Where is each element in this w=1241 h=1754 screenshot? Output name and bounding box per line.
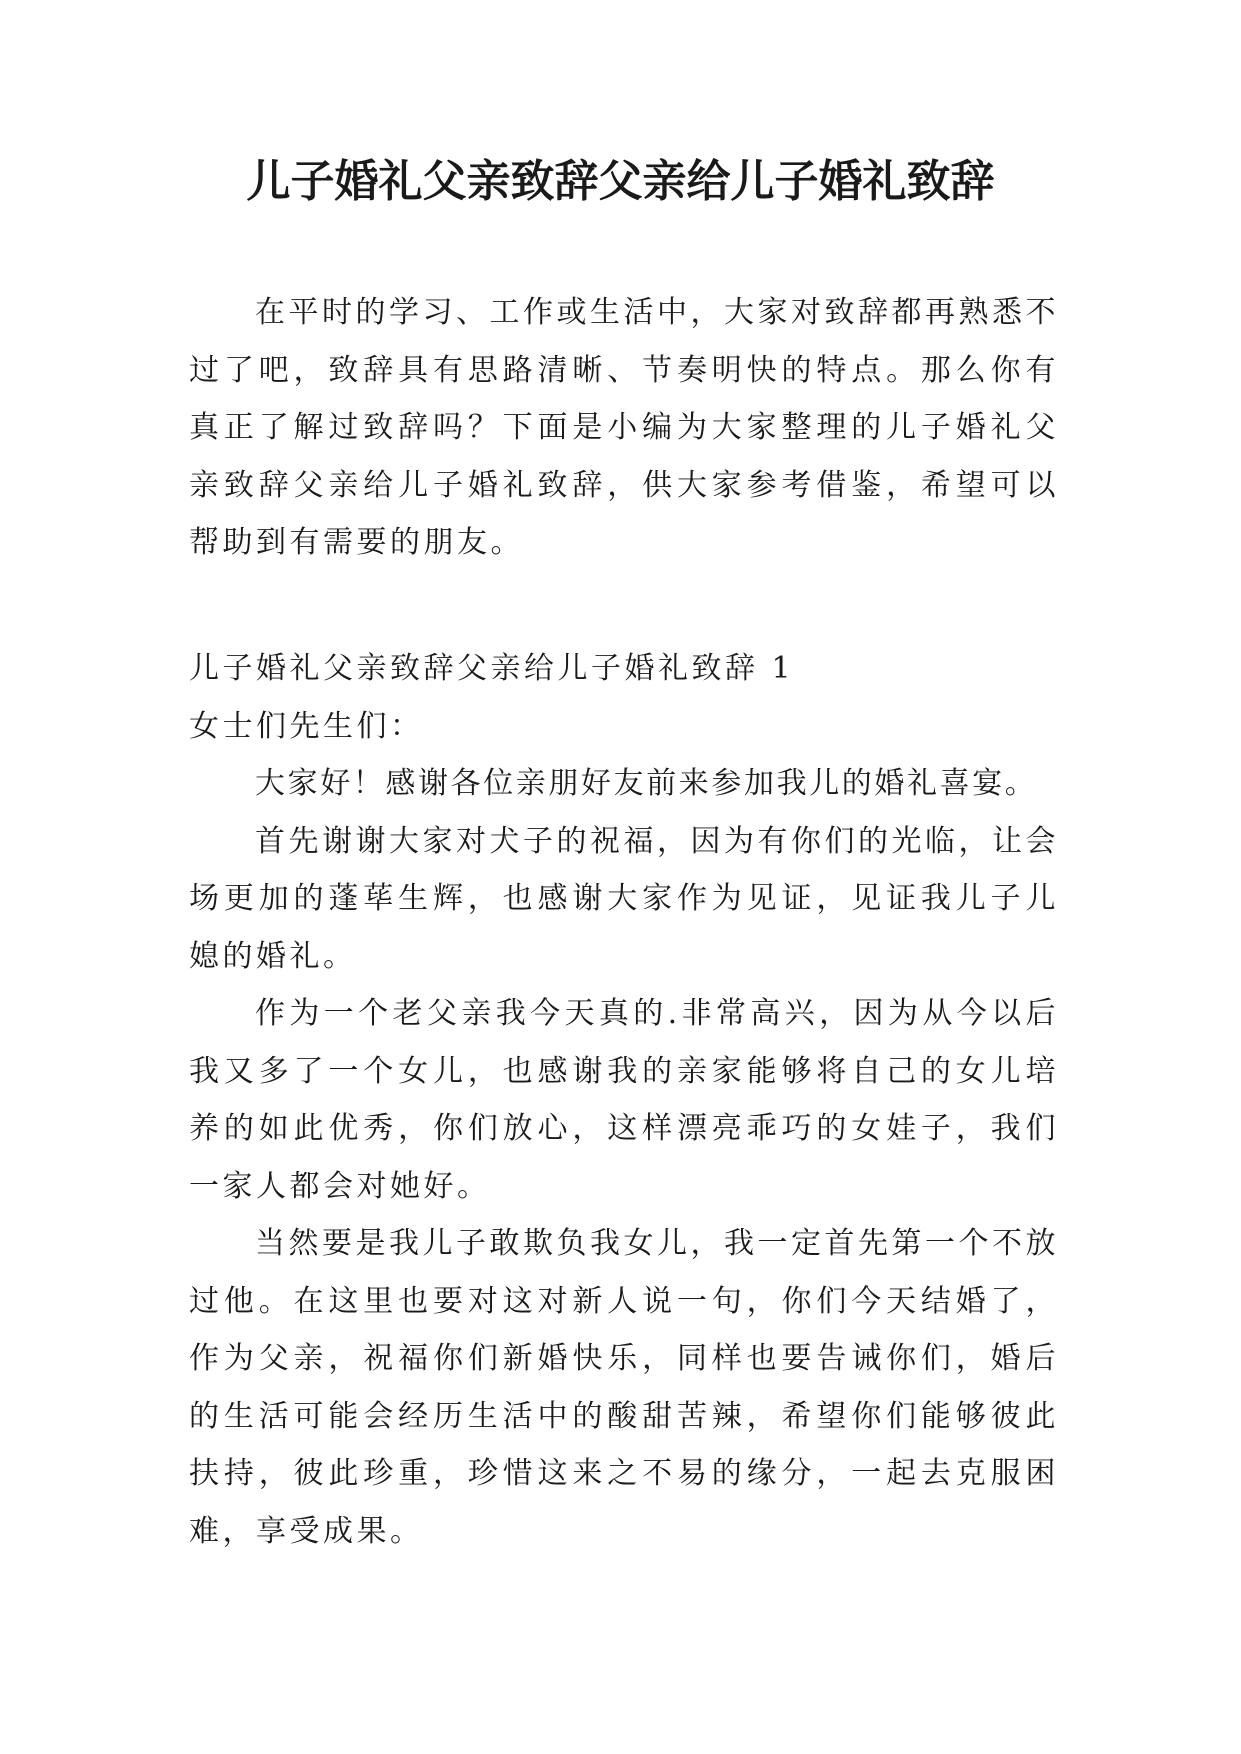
speech-paragraph: 首先谢谢大家对犬子的祝福，因为有你们的光临，让会场更加的蓬荜生辉，也感谢大家作为见证，见证我儿子儿媳的婚礼。 bbox=[189, 823, 1059, 974]
speech-paragraph: 作为一个老父亲我今天真的.非常高兴，因为从今以后我又多了一个女儿，也感谢我的亲家能够将自己的女儿培养的如此优秀，你们放心，这样漂亮乖巧的女娃子，我们一家人都会对她好。 bbox=[189, 996, 1059, 1204]
section-heading: 儿子婚礼父亲致辞父亲给儿子婚礼致辞 1 bbox=[189, 651, 795, 686]
speech-paragraph: 大家好！感谢各位亲朋好友前来参加我儿的婚礼喜宴。 bbox=[255, 766, 1038, 801]
document-title: 儿子婚礼父亲致辞父亲给儿子婚礼致辞 bbox=[246, 156, 995, 207]
intro-block bbox=[189, 284, 1059, 572]
speech-paragraph: 当然要是我儿子敢欺负我女儿，我一定首先第一个不放过他。在这里也要对这对新人说一句，你们今天结婚了，作为父亲，祝福你们新婚快乐，同样也要告诫你们，婚后的生活可能会经历生活中的酸甜苦辣，希望你们能够彼此扶持，彼此珍重，珍惜这来之不易的缘分，一起去克服困难，享受成果。 bbox=[189, 1226, 1059, 1549]
salutation: 女士们先生们： bbox=[189, 708, 424, 744]
speech-section bbox=[189, 640, 1059, 1560]
intro-paragraph: 在平时的学习、工作或生活中，大家对致辞都再熟悉不过了吧，致辞具有思路清晰、节奏明快的特点。那么你有真正了解过致辞吗？下面是小编为大家整理的儿子婚礼父亲致辞父亲给儿子婚礼致辞，供大家参考借鉴，希望可以帮助到有需要的朋友。 bbox=[189, 295, 1059, 560]
